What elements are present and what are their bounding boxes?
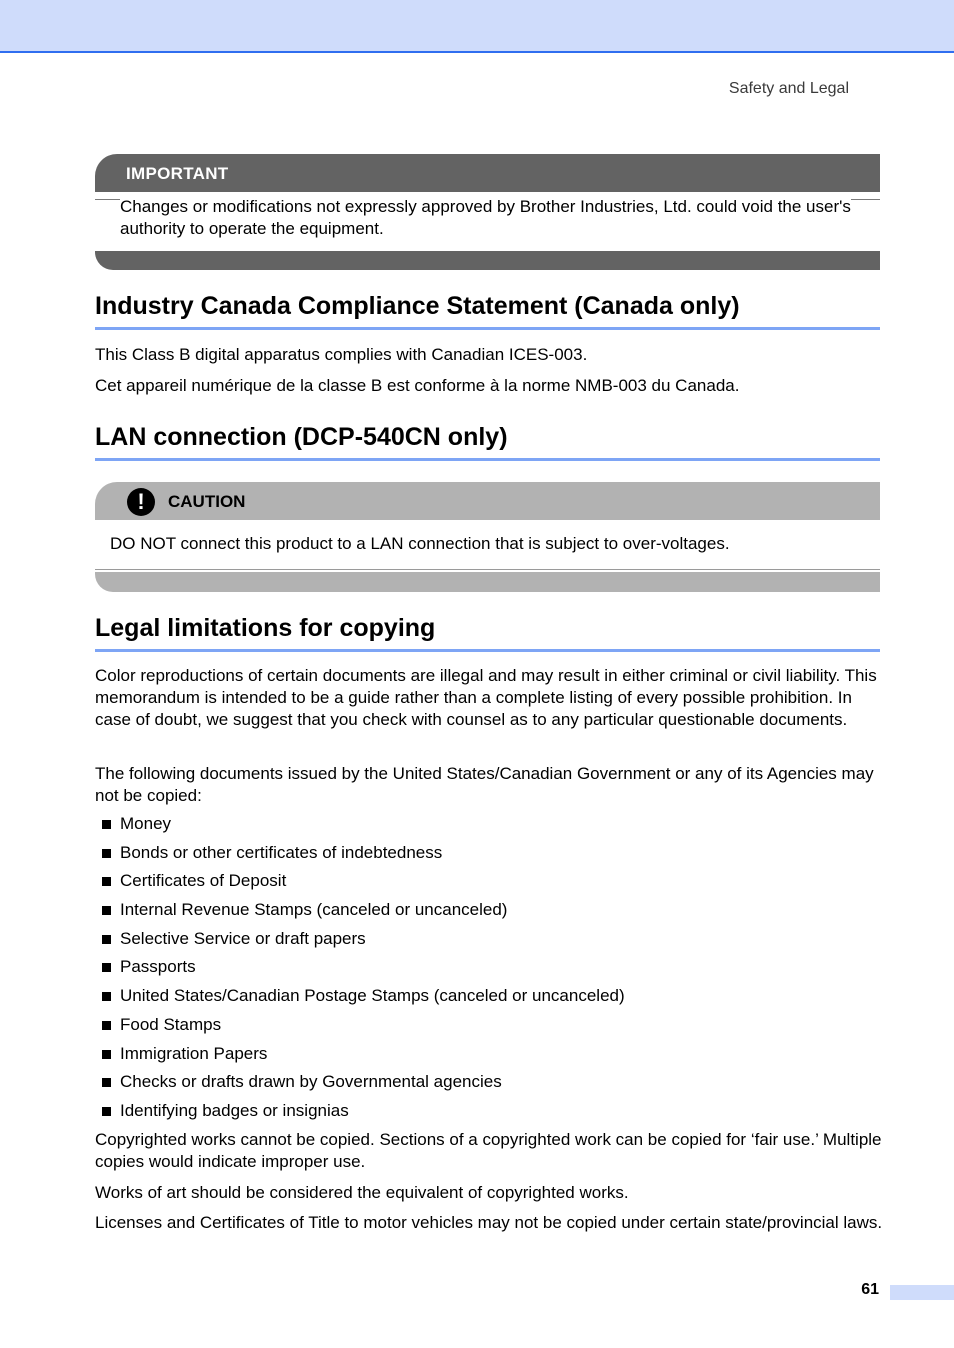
list-item-text: Certificates of Deposit (120, 871, 287, 891)
list-item (95, 1043, 625, 1072)
caution-title: CAUTION (168, 492, 246, 511)
list-item (95, 985, 625, 1014)
top-banner (0, 0, 954, 53)
list-item-text: Internal Revenue Stamps (canceled or uncanceled) (120, 900, 508, 920)
list-item (95, 870, 625, 899)
list-item-text: Money (120, 814, 172, 833)
important-title: IMPORTANT (126, 164, 229, 183)
list-item (95, 1014, 625, 1043)
list-item (95, 842, 625, 871)
important-box-footer (95, 251, 880, 270)
heading-rule (95, 458, 880, 461)
heading-rule (95, 649, 880, 652)
caution-text: DO NOT connect this product to a LAN connection that is subject to over-voltages. (110, 534, 730, 553)
paragraph-works-of-art: Works of art should be considered the equivalent of copyrighted works. (95, 1183, 629, 1202)
caution-box-footer (95, 572, 880, 592)
heading-lan-connection: LAN connection (DCP-540CN only) (95, 423, 508, 451)
bullet-square-icon (102, 1107, 111, 1116)
bullet-square-icon (102, 906, 111, 915)
running-header: Safety and Legal (728, 80, 849, 97)
list-item (95, 1071, 625, 1100)
list-item-text: Food Stamps (120, 1014, 222, 1034)
heading-rule (95, 327, 880, 330)
list-item-text: Selective Service or draft papers (120, 928, 366, 948)
bullet-square-icon (102, 935, 111, 944)
important-text: Changes or modifications not expressly approved by Brother Industries, Ltd. could void the user's authority to operate the equipment. (120, 197, 851, 238)
list-item (95, 899, 625, 928)
paragraph-following-documents: The following documents issued by the United States/Canadian Government or any of its Agencies may not be copied: (95, 764, 874, 805)
list-item-text: United States/Canadian Postage Stamps (canceled or uncanceled) (120, 986, 625, 1006)
bullet-square-icon (102, 992, 111, 1001)
caution-divider (95, 569, 880, 570)
paragraph-ices: This Class B digital apparatus complies with Canadian ICES-003. (95, 345, 588, 364)
list-item-text: Immigration Papers (120, 1043, 268, 1063)
heading-legal-limitations: Legal limitations for copying (95, 614, 436, 642)
paragraph-licenses: Licenses and Certificates of Title to motor vehicles may not be copied under certain state/provincial laws. (95, 1213, 883, 1232)
prohibited-documents-list (95, 813, 625, 1129)
bullet-square-icon (102, 963, 111, 972)
page-number: 61 (861, 1281, 879, 1298)
list-item-text: Identifying badges or insignias (120, 1100, 349, 1120)
list-item-text: Passports (120, 957, 196, 977)
list-item-text: Checks or drafts drawn by Governmental agencies (120, 1072, 502, 1092)
bullet-square-icon (102, 849, 111, 858)
list-item (95, 928, 625, 957)
list-item (95, 1100, 625, 1129)
bullet-square-icon (102, 877, 111, 886)
list-item (95, 813, 625, 842)
bullet-square-icon (102, 1021, 111, 1030)
bullet-square-icon (102, 1050, 111, 1059)
warning-icon: ! (127, 488, 155, 516)
page-tab (890, 1285, 954, 1300)
bullet-square-icon (102, 820, 111, 829)
bullet-square-icon (102, 1078, 111, 1087)
heading-industry-canada: Industry Canada Compliance Statement (Canada only) (95, 292, 740, 320)
list-item-text: Bonds or other certificates of indebtedness (120, 842, 443, 862)
list-item (95, 956, 625, 985)
paragraph-nmb: Cet appareil numérique de la classe B est conforme à la norme NMB-003 du Canada. (95, 376, 740, 395)
paragraph-copyrighted-works: Copyrighted works cannot be copied. Sections of a copyrighted work can be copied for ‘fair use.’ Multiple copies would indicate improper use. (95, 1130, 882, 1171)
important-text-block (120, 196, 870, 240)
paragraph-color-reproductions: Color reproductions of certain documents are illegal and may result in either criminal or civil liability. This memorandum is intended to be a guide rather than a complete listing of every possible prohibition. In case of doubt, we suggest that you check with counsel as to any particular questionable documents. (95, 666, 877, 729)
